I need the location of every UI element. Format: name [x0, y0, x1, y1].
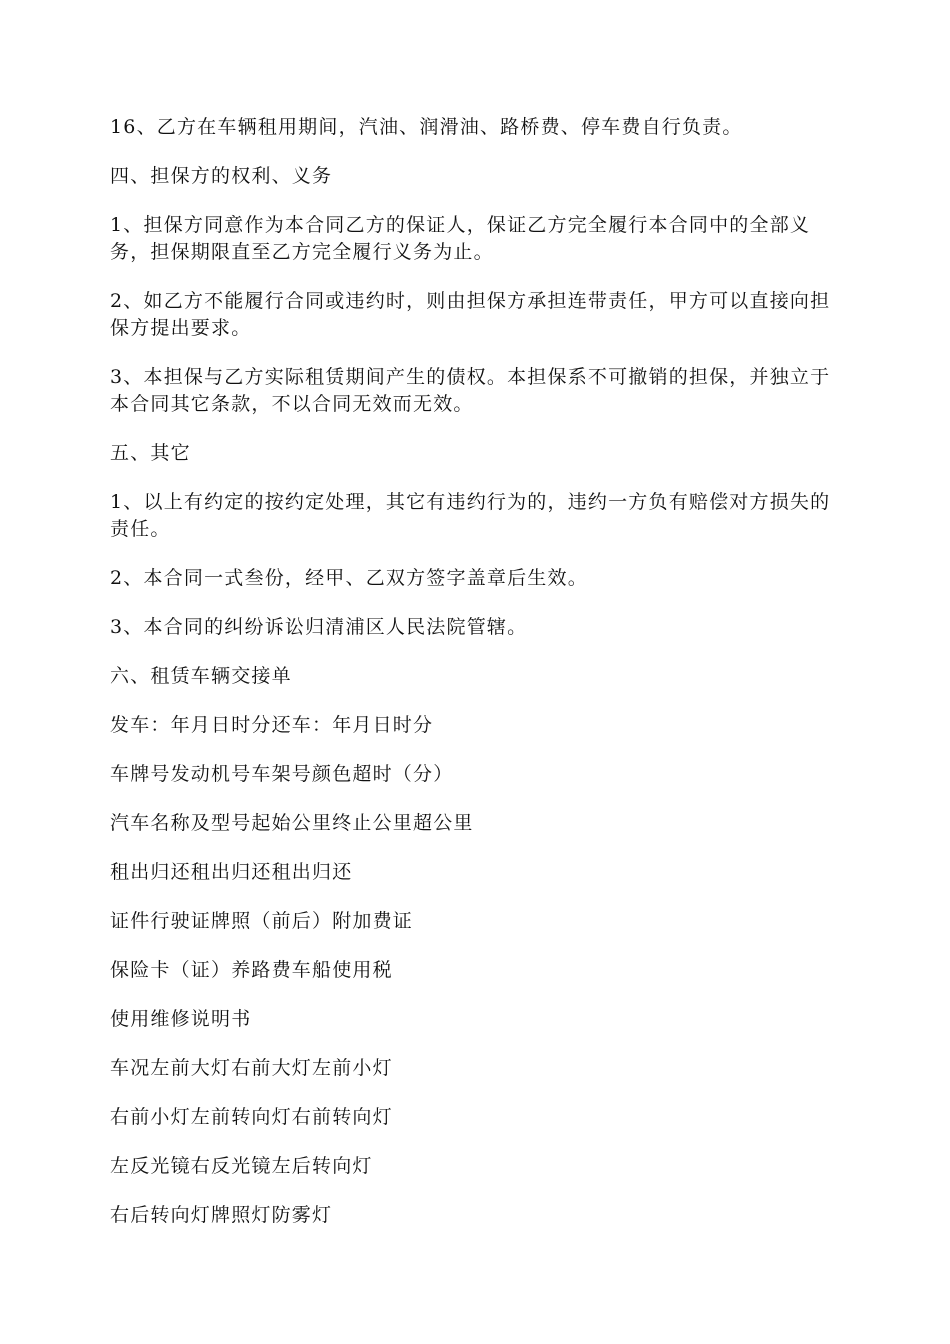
- handover-line-lights-1: 车况左前大灯右前大灯左前小灯: [110, 1057, 393, 1079]
- paragraph-other-2: 2、本合同一式叁份，经甲、乙双方签字盖章后生效。: [110, 567, 588, 589]
- paragraph-other-1: 1、以上有约定的按约定处理，其它有违约行为的，违约一方负有赔偿对方损失的责任。: [110, 491, 831, 540]
- handover-line-rent-return: 租出归还租出归还租出归还: [110, 861, 353, 883]
- section-heading-handover: 六、租赁车辆交接单: [110, 665, 292, 687]
- section-heading-guarantor: 四、担保方的权利、义务: [110, 165, 333, 187]
- handover-line-dispatch: 发车：年月日时分还车：年月日时分: [110, 714, 434, 736]
- handover-line-model: 汽车名称及型号起始公里终止公里超公里: [110, 812, 474, 834]
- handover-line-manual: 使用维修说明书: [110, 1008, 252, 1030]
- paragraph-guarantor-1: 1、担保方同意作为本合同乙方的保证人，保证乙方完全履行本合同中的全部义务，担保期限直至乙方完全履行义务为止。: [110, 214, 811, 263]
- handover-line-plate: 车牌号发动机号车架号颜色超时（分）: [110, 763, 454, 785]
- handover-line-mirrors: 左反光镜右反光镜左后转向灯: [110, 1155, 373, 1177]
- paragraph-other-3: 3、本合同的纠纷诉讼归清浦区人民法院管辖。: [110, 616, 528, 638]
- paragraph-clause-16: 16、乙方在车辆租用期间，汽油、润滑油、路桥费、停车费自行负责。: [110, 116, 743, 138]
- document-body: [110, 114, 842, 1251]
- paragraph-guarantor-3: 3、本担保与乙方实际租赁期间产生的债权。本担保系不可撤销的担保，并独立于本合同其它条款，不以合同无效而无效。: [110, 366, 831, 415]
- section-heading-other: 五、其它: [110, 442, 191, 464]
- handover-line-documents: 证件行驶证牌照（前后）附加费证: [110, 910, 414, 932]
- handover-line-lights-3: 右后转向灯牌照灯防雾灯: [110, 1204, 333, 1226]
- paragraph-guarantor-2: 2、如乙方不能履行合同或违约时，则由担保方承担连带责任，甲方可以直接向担保方提出要求。: [110, 290, 831, 339]
- handover-line-insurance: 保险卡（证）养路费车船使用税: [110, 959, 393, 981]
- handover-line-lights-2: 右前小灯左前转向灯右前转向灯: [110, 1106, 393, 1128]
